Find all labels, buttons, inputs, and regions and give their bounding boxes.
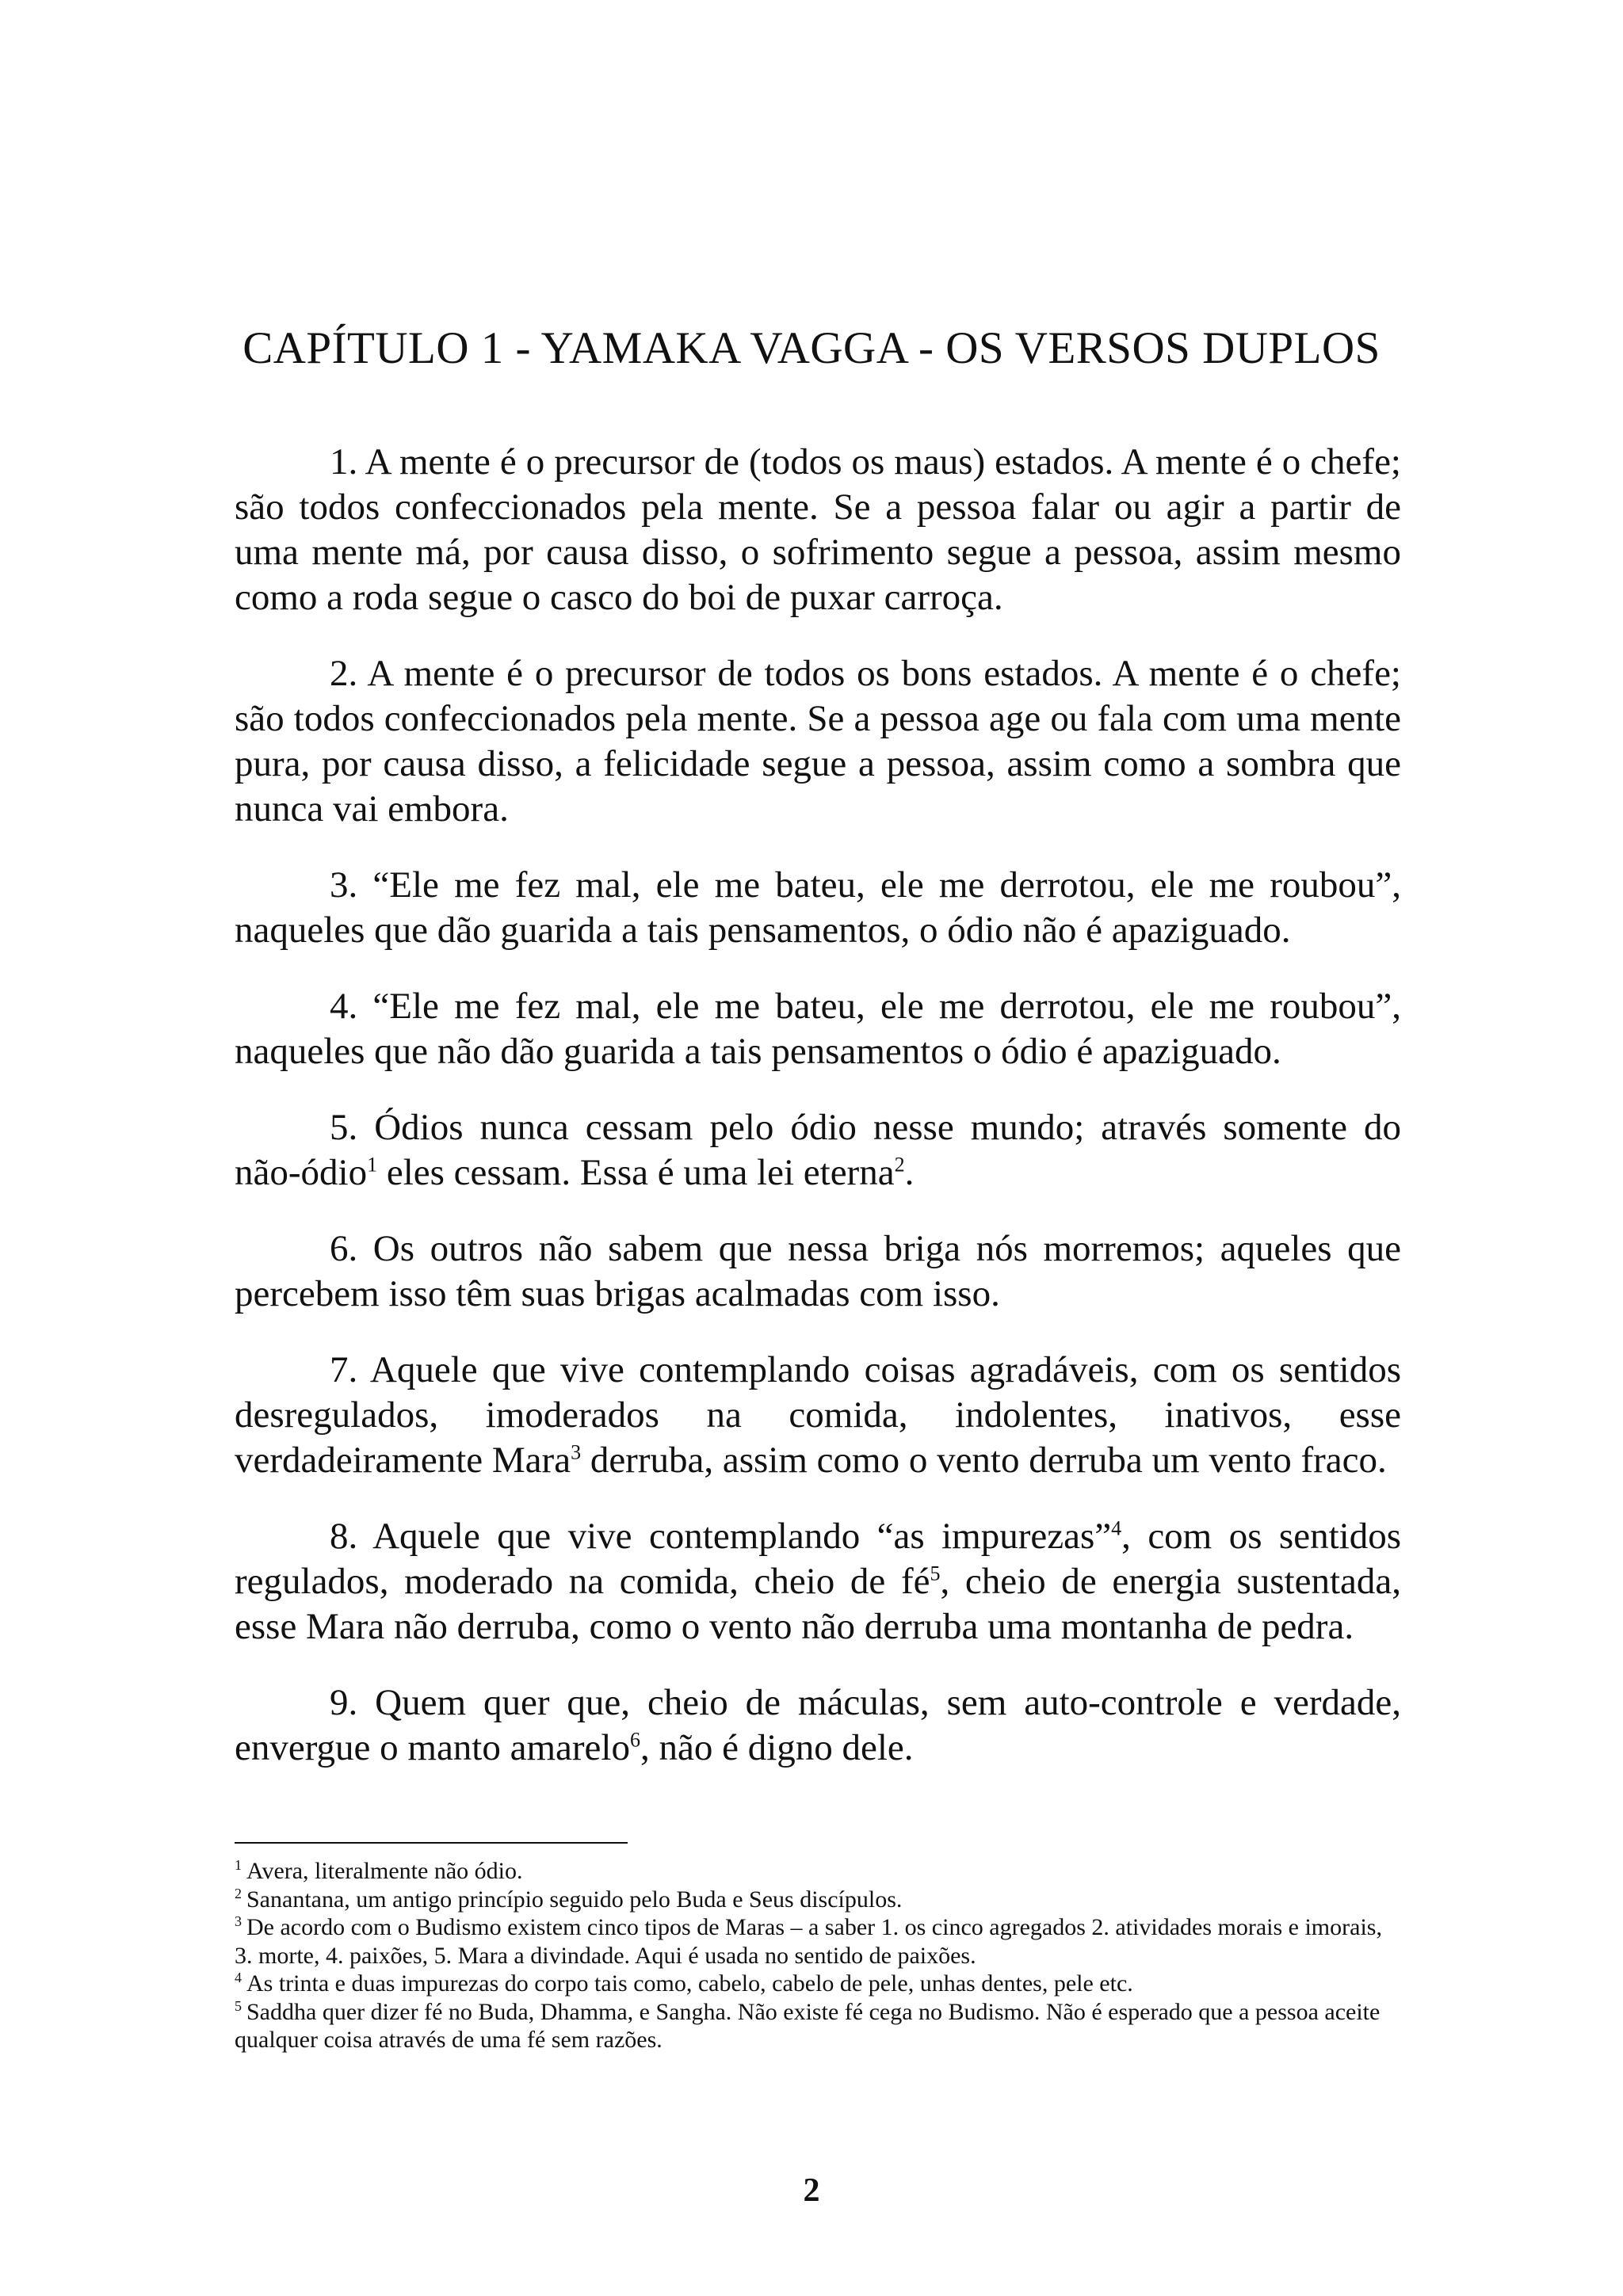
footnote-number: 2: [235, 1885, 242, 1901]
footnote-ref-5: 5: [930, 1562, 941, 1585]
footnote-number: 5: [235, 1997, 242, 2014]
footnote-ref-3: 3: [571, 1440, 582, 1464]
footnote-text: Avera, literalmente não ódio.: [246, 1858, 523, 1884]
footnote-text: De acordo com o Budismo existem cinco tipos de Maras – a saber 1. os cinco agregados 2. atividades morais e imorais, 3. morte, 4. paixões, 5. Mara a divindade. Aqui é usada no sentido de paixões.: [235, 1914, 1382, 1969]
verse-5: [235, 1105, 1401, 1196]
verse-5-text-a: 5. Ódios nunca cessam pelo ódio nesse mundo; através somente do não-ódio: [235, 1107, 1401, 1193]
footnote-ref-2: 2: [894, 1153, 905, 1177]
footnote-text: As trinta e duas impurezas do corpo tais como, cabelo, cabelo de pele, unhas dentes, pele etc.: [246, 1970, 1133, 1997]
footnote-text: Sanantana, um antigo princípio seguido pelo Buda e Seus discípulos.: [246, 1886, 903, 1913]
footnote-separator: [235, 1842, 628, 1844]
footnotes: [235, 1857, 1400, 2054]
verse-5-text-b: eles cessam. Essa é uma lei eterna: [377, 1152, 895, 1193]
footnote-ref-4: 4: [1111, 1516, 1122, 1540]
verse-8-text-b: , com os sentidos regulados, moderado na comida, cheio de fé: [235, 1516, 1401, 1602]
verse-7-text-a: 7. Aquele que vive contemplando coisas agradáveis, com os sentidos desregulados, imoderados na comida, indolentes, inativos, esse verdadeiramente Mara: [235, 1349, 1401, 1481]
footnote-number: 4: [235, 1970, 242, 1985]
verse-6: 6. Os outros não sabem que nessa briga nós morremos; aqueles que percebem isso têm suas brigas acalmadas com isso.: [235, 1228, 1401, 1314]
verse-9: [235, 1680, 1401, 1771]
verse-1: 1. A mente é o precursor de (todos os maus) estados. A mente é o chefe; são todos confeccionados pela mente. Se a pessoa falar ou agir a partir de uma mente má, por causa disso, o sofrimento segue a pessoa, assim mesmo como a roda segue o casco do boi de puxar carroça.: [235, 441, 1401, 618]
page-number: 2: [803, 2172, 820, 2209]
footnote-2: [235, 1886, 1400, 1914]
footnote-5: [235, 1998, 1400, 2054]
footnote-number: 3: [235, 1913, 242, 1929]
footnote-ref-1: 1: [367, 1153, 378, 1177]
verses-body: [235, 440, 1401, 1802]
verse-2: 2. A mente é o precursor de todos os bons estados. A mente é o chefe; são todos confeccionados pela mente. Se a pessoa age ou fala com uma mente pura, por causa disso, a felicidade segue a pessoa, assim como a sombra que nunca vai embora.: [235, 653, 1401, 830]
verse-4: 4. “Ele me fez mal, ele me bateu, ele me derrotou, ele me roubou”, naqueles que não dão guarida a tais pensamentos o ódio é apaziguado.: [235, 986, 1401, 1072]
verse-5-text-c: .: [904, 1152, 915, 1193]
footnote-1: [235, 1857, 1400, 1886]
footnote-3: [235, 1913, 1400, 1970]
verse-8-text-c: , cheio de energia sustentada, esse Mara não derruba, como o vento não derruba uma montanha de pedra.: [235, 1561, 1401, 1647]
verse-9-text-b: , não é digno dele.: [640, 1727, 914, 1768]
chapter-title: CAPÍTULO 1 - YAMAKA VAGGA - OS VERSOS DUPLOS: [242, 323, 1381, 373]
footnote-ref-6: 6: [629, 1728, 640, 1752]
footnote-4: [235, 1970, 1400, 1998]
footnote-number: 1: [235, 1857, 242, 1873]
footnote-text: Saddha quer dizer fé no Buda, Dhamma, e Sangha. Não existe fé cega no Budismo. Não é esperado que a pessoa aceite qualquer coisa através de uma fé sem razões.: [235, 1998, 1381, 2053]
verse-8-text-a: 8. Aquele que vive contemplando “as impurezas”: [330, 1516, 1112, 1557]
verse-3: 3. “Ele me fez mal, ele me bateu, ele me derrotou, ele me roubou”, naqueles que dão guarida a tais pensamentos, o ódio não é apaziguado.: [235, 864, 1401, 951]
verse-7-text-b: derruba, assim como o vento derruba um vento fraco.: [581, 1440, 1387, 1481]
verse-9-text-a: 9. Quem quer que, cheio de máculas, sem auto-controle e verdade, envergue o manto amarelo: [235, 1682, 1401, 1768]
verse-7: [235, 1348, 1401, 1483]
verse-8: [235, 1514, 1401, 1650]
